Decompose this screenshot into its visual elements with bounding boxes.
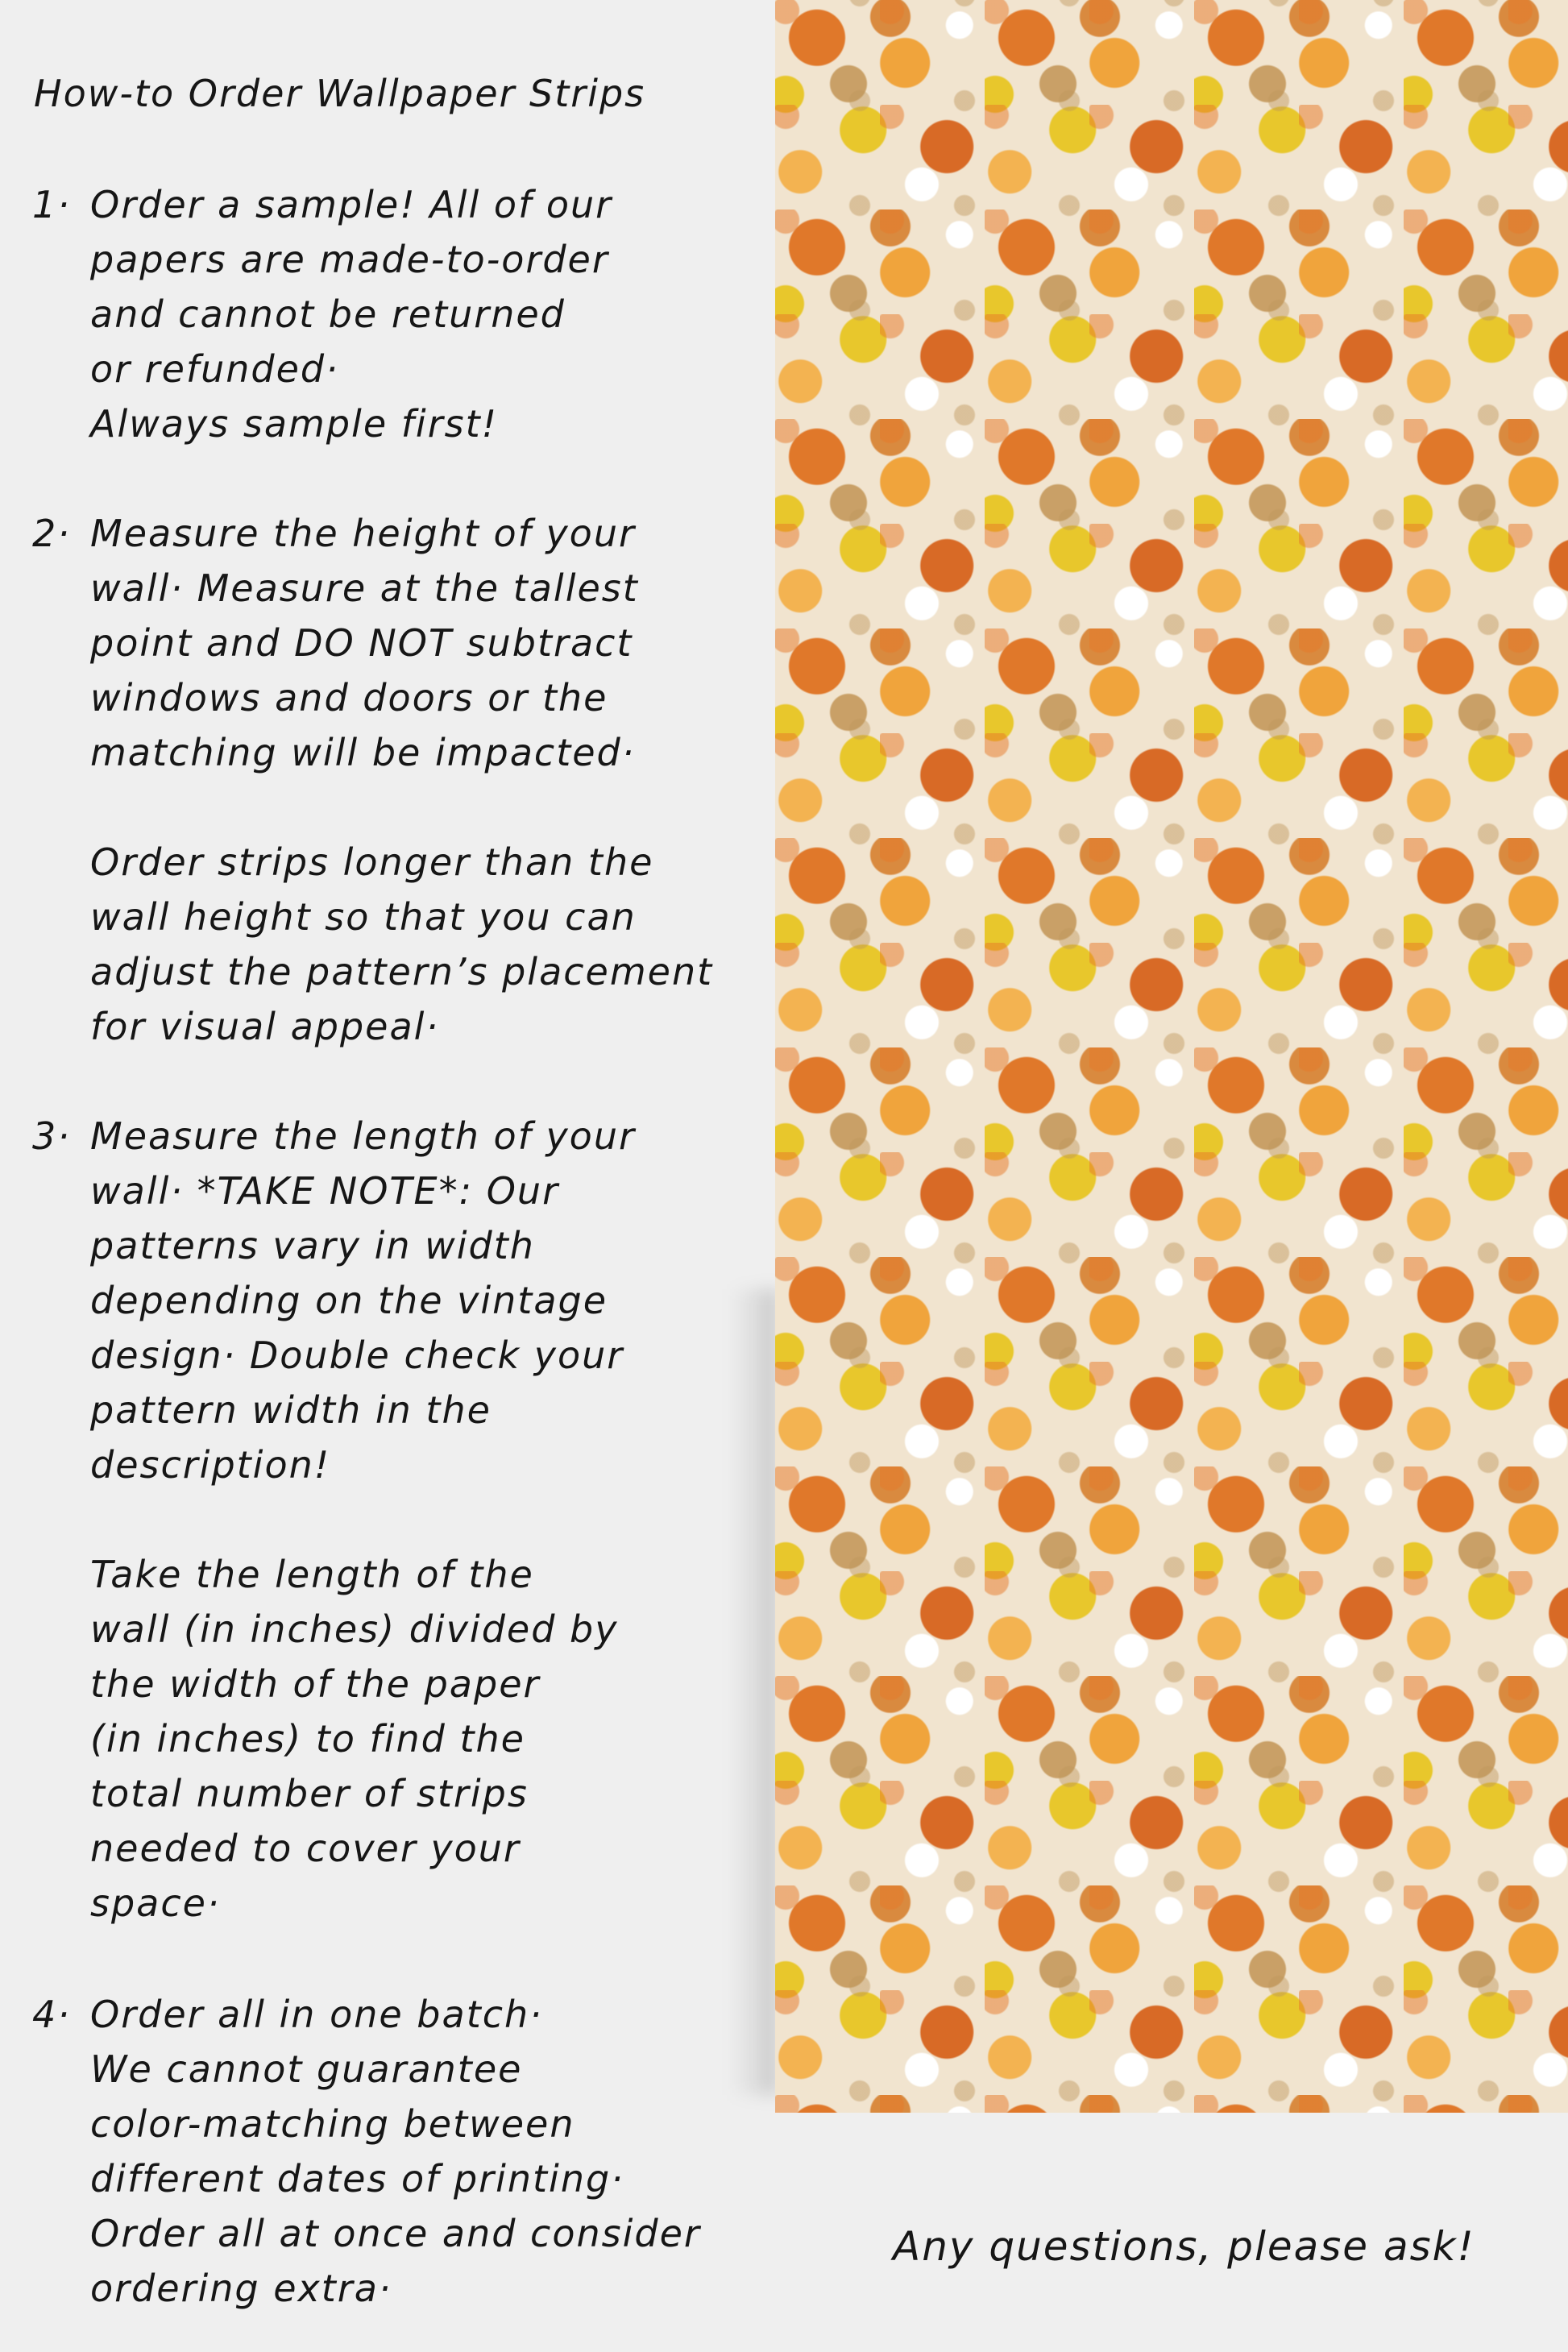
- step-line: depending on the vintage: [90, 1279, 608, 1322]
- step-line: ordering extra·: [90, 2267, 392, 2310]
- step-line: adjust the pattern’s placement: [90, 950, 714, 993]
- step-line: Take the length of the: [90, 1553, 534, 1596]
- step-line: for visual appeal·: [90, 1005, 440, 1048]
- step-line: pattern width in the: [90, 1388, 492, 1432]
- step-line: design· Double check your: [90, 1334, 624, 1377]
- paragraph-gap: [90, 780, 774, 835]
- step-line: description!: [90, 1443, 331, 1487]
- step-line: Order a sample! All of our: [90, 183, 613, 226]
- step-1: [32, 177, 774, 451]
- step-line: Order all at once and consider: [90, 2212, 701, 2255]
- step-line: or refunded·: [90, 347, 339, 391]
- paragraph-gap: [90, 1492, 774, 1547]
- step-line: space·: [90, 1881, 221, 1925]
- instructions-panel: [0, 0, 774, 2352]
- step-2: [32, 506, 774, 1054]
- floral-wallpaper-strip: [775, 0, 1568, 2113]
- step-line: Measure the length of your: [90, 1114, 636, 1158]
- step-line: the width of the paper: [90, 1662, 541, 1706]
- step-line: Measure the height of your: [90, 512, 636, 555]
- step-line: windows and doors or the: [90, 676, 608, 720]
- step-line: wall height so that you can: [90, 895, 637, 939]
- step-3: [32, 1109, 774, 1931]
- step-line: Always sample first!: [90, 402, 499, 446]
- step-line: needed to cover your: [90, 1827, 521, 1870]
- step-line: different dates of printing·: [90, 2157, 624, 2201]
- step-text: [90, 177, 774, 451]
- step-line: (in inches) to find the: [90, 1717, 525, 1761]
- step-text: [90, 1109, 774, 1931]
- step-line: Order strips longer than the: [90, 840, 654, 884]
- step-line: wall (in inches) divided by: [90, 1607, 619, 1651]
- questions-note: Any questions, please ask!: [893, 2223, 1475, 2270]
- step-line: point and DO NOT subtract: [90, 621, 633, 665]
- step-line: We cannot guarantee: [90, 2047, 523, 2091]
- step-line: matching will be impacted·: [90, 731, 636, 774]
- step-line: wall· Measure at the tallest: [90, 566, 639, 610]
- step-4: [32, 1987, 774, 2316]
- step-number: 2·: [32, 512, 71, 555]
- page-title: How-to Order Wallpaper Strips: [34, 72, 646, 115]
- step-number: 4·: [32, 1993, 71, 2036]
- step-line: and cannot be returned: [90, 292, 566, 336]
- step-line: Order all in one batch·: [90, 1993, 543, 2036]
- step-line: patterns vary in width: [90, 1224, 535, 1267]
- step-text: [90, 506, 774, 1054]
- step-number: 1·: [32, 183, 71, 226]
- step-line: wall· *TAKE NOTE*: Our: [90, 1169, 559, 1213]
- step-line: color-matching between: [90, 2102, 575, 2146]
- step-line: papers are made-to-order: [90, 238, 609, 281]
- step-number: 3·: [32, 1114, 71, 1158]
- step-text: [90, 1987, 774, 2316]
- step-line: total number of strips: [90, 1772, 529, 1815]
- wallpaper-shadow: [729, 1289, 778, 2095]
